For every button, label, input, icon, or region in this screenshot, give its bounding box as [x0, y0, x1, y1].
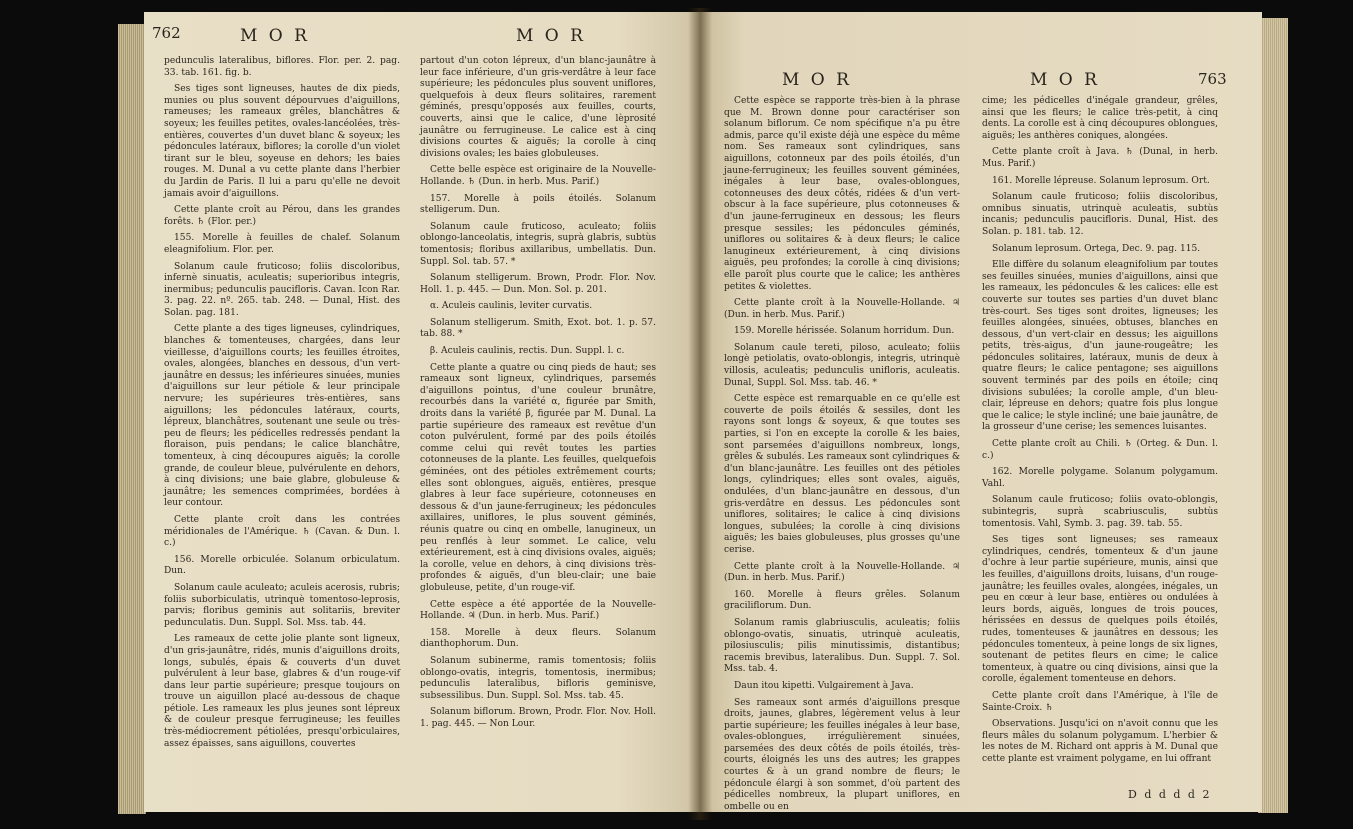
paragraph: Solanum caule fruticoso, aculeato; foliis oblongo-lanceolatis, integris, suprà glabris, subtùs tomentosis; floribus axillaribus, umbellatis. Dun. Suppl. Sol. tab. 57. *	[420, 221, 656, 267]
paragraph: Les rameaux de cette jolie plante sont ligneux, d'un gris-jaunâtre, ridés, munis d'aiguillons droits, longs, subulés, épais & couverts d'un duvet pulvérulent à leur base, glabres & d'un rouge-vif dans leur partie supérieure; presque toujours on trouve un aiguillon placé au-dessous de chaque pétiole. Les rameaux les plus jeunes sont lépreux & de couleur presque ferrugineuse; les feuilles très-médiocrement pétiolées, presqu'orbiculaires, assez épaisses, sans aiguillons, couvertes	[164, 634, 400, 749]
entry-heading: 157. Morelle à poils étoilés. Solanum stelligerum. Dun.	[420, 193, 656, 216]
paragraph: Solanum caule fruticoso; foliis discoloribus, infernè sinuatis, aculeatis; superioribus integris, inermibus; pedunculis paucifloris. Cavan. Icon Rar. 3. pag. 22. nº. 265. tab. 248. — Dunal, Hist. des Solan. pag. 181.	[164, 261, 400, 318]
paragraph: Cette plante croît à Java. ♄ (Dunal, in herb. Mus. Parif.)	[982, 147, 1218, 169]
paragraph: Solanum leprosum. Ortega, Dec. 9. pag. 115.	[992, 243, 1201, 254]
paragraph: Solanum caule fruticoso; foliis discoloribus, omnibus sinuatis, utrinquè aculeatis, subtùs incanis; pedunculis paucifloris. Dunal, Hist. des Solan. p. 181. tab. 12.	[982, 192, 1218, 237]
entry-heading: 159. Morelle hérissée. Solanum horridum. Dun.	[734, 326, 955, 337]
paragraph: partout d'un coton lépreux, d'un blanc-jaunâtre à leur face inférieure, d'un gris-verdâtre à leur face supérieure; les pédoncules plus souvent uniflores, quelquefois à deux fleurs solitaires, rarement géminés, presqu'opposés aux feuilles, courts, couverts, ainsi que le calice, d'une lèprosité jaunâtre ou ferrugineuse. Le calice est à cinq divisions courtes & aiguës; la corolle à cinq divisions ovales; les baies globuleuses.	[420, 56, 656, 159]
right-running-head-1: M O R	[782, 70, 852, 90]
paragraph: Solanum ramis glabriusculis, aculeatis; foliis oblongo-ovatis, sinuatis, utrinquè aculeatis, pilosiusculis; pilis minutissimis, distantibus; racemis brevibus, lateralibus. Dun. Suppl. 7. Sol. Mss. tab. 4.	[724, 617, 960, 675]
paragraph: Ses rameaux sont armés d'aiguillons presque droits, jaunes, glabres, légèrement velus à leur partie supérieure; les feuilles inégales à leur base, ovales-oblongues, irrégulièrement sinuées, parsemées des deux côtés de poils étoilés, très-courts, éloignés les uns des autres; les grappes courtes & à un grand nombre de fleurs; le pédoncule élargi à son sommet, d'où partent des pédicelles nombreux, la plupart uniflores, en ombelle ou en	[724, 697, 960, 812]
entry-heading: 162. Morelle polygame. Solanum polygamum. Vahl.	[982, 467, 1218, 489]
right-column-1	[724, 96, 960, 812]
entry-heading: 156. Morelle orbiculée. Solanum orbiculatum. Dun.	[164, 554, 400, 577]
paragraph: Cette plante a quatre ou cinq pieds de haut; ses rameaux sont ligneux, cylindriques, parsemés d'aiguillons pointus, d'une couleur brunâtre, recourbés dans la variété α, figurée par Smith, droits dans la variété β, figurée par M. Dunal. La partie supérieure des rameaux est revêtue d'un coton pulvérulent, formé par des poils étoilés comme celui qui revêt toutes les parties cotonneuses de la plante. Les feuilles, quelquefois géminées, ont des pétioles extrêmement courts; elles sont oblongues, aiguës, entières, presque glabres à leur face supérieure, cotonneuses en dessous & d'un jaune-ferrugineux; les pédoncules axillaires, uniflores, le plus souvent géminés, réunis quatre ou cinq en ombelle, lanugineux, un peu renflés à leur sommet. Le calice, velu extérieurement, est à cinq divisions ovales, aiguës; la corolle, velue en dehors, à cinq divisions très-profondes & aiguës, d'un bleu-clair; une baie globuleuse, petite, d'un rouge-vif.	[420, 362, 656, 593]
left-running-head-1: M O R	[240, 26, 310, 46]
left-column-1	[164, 56, 400, 755]
left-running-head-2: M O R	[516, 26, 586, 46]
paragraph: Cette espèce est remarquable en ce qu'elle est couverte de poils étoilés & sessiles, dont les rayons sont longs & soyeux, & que toutes ses parties, si l'on en excepte la corolle & les baies, sont parsemées d'aiguillons nombreux, longs, grêles & subulés. Les rameaux sont cylindriques & d'un blanc-jaunâtre. Les feuilles ont des pétioles longs, cylindriques; elles sont ovales, aiguës, ondulées, d'un blanc-jaunâtre en dessous, d'un gris-verdâtre en dessus. Les pédoncules sont uniflores, solitaires; le calice à cinq divisions longues, subulées; la corolle à cinq divisions aiguës; les baies globuleuses, plus grosses qu'une cerise.	[724, 394, 960, 555]
paragraph: cime; les pédicelles d'inégale grandeur, grêles, ainsi que les fleurs; le calice très-petit, à cinq dents. La corolle est à cinq découpures oblongues, aiguës; les anthères coniques, alongées.	[982, 96, 1218, 141]
paragraph: β. Aculeis caulinis, rectis. Dun. Suppl. l. c.	[430, 346, 625, 357]
book-gutter	[688, 8, 712, 820]
paragraph: Solanum stelligerum. Smith, Exot. bot. 1. p. 57. tab. 88. *	[420, 317, 656, 340]
paragraph: Cette plante a des tiges ligneuses, cylindriques, blanches & tomenteuses, chargées, dans leur vieillesse, d'aiguillons courts; les feuilles étroites, ovales, alongées, blanches en dessous, d'un vert-jaunâtre en dessus; les inférieures sinuées, munies d'aiguillons sur leur pétiole & leur principale nervure; les supérieures très-entières, sans aiguillons; les pédoncules latéraux, courts, lépreux, blanchâtres, soutenant une seule ou très-peu de fleurs; les pédicelles redressés pendant la floraison, puis pendans; le calice blanchâtre, tomenteux, à cinq découpures aiguës; la corolle grande, de couleur bleue, pulvérulente en dehors, à cinq divisions; une baie glabre, globuleuse & jaunâtre; les semences comprimées, bordées à leur contour.	[164, 324, 400, 509]
paragraph: Cette espèce a été apportée de la Nouvelle-Hollande. ♃ (Dun. in herb. Mus. Parif.)	[420, 599, 656, 622]
left-column-2	[420, 56, 656, 735]
right-page	[700, 12, 1262, 812]
paragraph: Cette plante croît dans les contrées méridionales de l'Amérique. ♄ (Cavan. & Dun. l. c.)	[164, 514, 400, 549]
entry-heading: 160. Morelle à fleurs grêles. Solanum graciliflorum. Dun.	[724, 589, 960, 612]
paragraph: pedunculis lateralibus, biflores. Flor. per. 2. pag. 33. tab. 161. fig. b.	[164, 56, 400, 78]
page-edges-left	[118, 24, 146, 814]
entry-heading: 161. Morelle lépreuse. Solanum leprosum. Ort.	[992, 175, 1210, 186]
left-page-number: 762	[152, 24, 181, 42]
entry-heading: 158. Morelle à deux fleurs. Solanum dianthophorum. Dun.	[420, 627, 656, 650]
page-edges-right	[1258, 18, 1288, 813]
paragraph: Cette plante croît dans l'Amérique, à l'île de Sainte-Croix. ♄	[982, 690, 1218, 713]
open-book	[118, 8, 1288, 820]
left-page	[144, 12, 700, 812]
entry-heading: 155. Morelle à feuilles de chalef. Solanum eleagnifolium. Flor. per.	[164, 233, 400, 255]
paragraph: Solanum stelligerum. Brown, Prodr. Flor. Nov. Holl. 1. p. 445. — Dun. Mon. Sol. p. 201.	[420, 273, 656, 295]
paragraph: Ses tiges sont ligneuses; ses rameaux cylindriques, cendrés, tomenteux & d'un jaune d'ochre à leur partie supérieure, munis, ainsi que les feuilles, d'aiguillons droits, luisans, d'un rouge-jaunâtre; les feuilles ovales, alongées, inégales, un peu en cœur à leur base, entières ou ondulées à leurs bords, aiguës, longues de trois pouces, hérissées en dessus de quelques poils étoilés, rudes, tomenteuses & jaunâtres en dessous; les pédoncules tomenteux, à peine longs de six lignes, soutenant de petites fleurs en cime; le calice tomenteux, à quatre ou cinq divisions, ainsi que la corolle, également tomenteuse en dehors.	[982, 535, 1218, 685]
paragraph: Solanum caule tereti, piloso, aculeato; foliis longè petiolatis, ovato-oblongis, integris, utrinquè villosis, aculeatis; pedunculis unifloris, aculeatis. Dunal, Suppl. Sol. Mss. tab. 46. *	[724, 342, 960, 388]
right-page-number: 763	[1198, 70, 1227, 88]
paragraph: Cette plante croît au Pérou, dans les grandes forêts. ♄ (Flor. per.)	[164, 205, 400, 227]
paragraph: Solanum subinerme, ramis tomentosis; foliis oblongo-ovatis, integris, tomentosis, inermibus; pedunculis lateralibus, bifloris geminisve, subsessilibus. Dun. Suppl. Sol. Mss. tab. 45.	[420, 655, 656, 701]
right-column-2	[982, 96, 1218, 770]
paragraph: Solanum biflorum. Brown, Prodr. Flor. Nov. Holl. 1. pag. 445. — Non Lour.	[420, 707, 656, 729]
paragraph: Daun itou kipetti. Vulgairement à Java.	[734, 680, 914, 691]
paragraph: Cette plante croît à la Nouvelle-Hollande. ♃ (Dun. in herb. Mus. Parif.)	[724, 298, 960, 320]
right-running-head-2: M O R	[1030, 70, 1100, 90]
paragraph: Cette espèce se rapporte très-bien à la phrase que M. Brown donne pour caractériser son solanum biflorum. Ce nom spécifique n'a pu être admis, parce qu'il existe déjà une espèce du même nom. Ses rameaux sont cylindriques, sans aiguillons, cotonneux par des poils étoilés, d'un jaune-ferrugineux; les feuilles souvent géminées, inégales à leur base, ovales-oblongues, cotonneuses des deux côtés, ridées & d'un vert-obscur à la face supérieure, plus cotonneuses & d'un jaune-ferrugineux en dessous; les fleurs presque sessiles; les pédoncules géminés, uniflores ou solitaires & à deux fleurs; le calice lanugineux extérieurement, à cinq divisions aiguës, peu profondes; la corolle à cinq divisions; elle paroît plus courte que le calice; les anthères petites & violettes.	[724, 96, 960, 292]
paragraph: Ses tiges sont ligneuses, hautes de dix pieds, munies ou plus souvent dépourvues d'aiguillons, rameuses; les rameaux grêles, blanchâtres & soyeux; les feuilles petites, ovales-lancéolées, très-entières, couvertes d'un duvet blanc & soyeux; les pédoncules latéraux, biflores; la corolle d'un violet tirant sur le bleu, soyeuse en dehors; les baies rouges. M. Dunal a vu cette plante dans l'herbier du Jardin de Paris. Il lui a paru qu'elle ne devoit jamais avoir d'aiguillons.	[164, 84, 400, 199]
signature-mark: D d d d d 2	[1128, 788, 1212, 801]
paragraph: Cette belle espèce est originaire de la Nouvelle-Hollande. ♄ (Dun. in herb. Mus. Parif.)	[420, 165, 656, 187]
paragraph: α. Aculeis caulinis, leviter curvatis.	[430, 301, 593, 312]
paragraph: Cette plante croît au Chili. ♄ (Orteg. & Dun. l. c.)	[982, 439, 1218, 461]
paragraph: Observations. Jusqu'ici on n'avoit connu que les fleurs mâles du solanum polygamum. L'herbier & les notes de M. Richard ont appris à M. Dunal que cette plante est vraiment polygame, en lui offrant	[982, 719, 1218, 764]
paragraph: Solanum caule fruticoso; foliis ovato-oblongis, subintegris, suprà scabriusculis, subtùs tomentosis. Vahl, Symb. 3. pag. 39. tab. 55.	[982, 495, 1218, 529]
paragraph: Elle diffère du solanum eleagnifolium par toutes ses feuilles sinuées, munies d'aiguillons, ainsi que les rameaux, les pédoncules & les calices: elle est couverte sur toutes ses parties d'un duvet blanc très-court. Ses tiges sont droites, ligneuses; les feuilles alongées, sinuées, obtuses, blanches en dessous, d'un vert-clair en dessus; les aiguillons petits, très-aigus, d'un jaune-rougeâtre; les pédoncules solitaires, latéraux, munis de deux à quatre fleurs; le calice pentagone; ses aiguillons souvent terminés par des poils en étoile; cinq divisions subulées; la corolle ample, d'un bleu-clair, lépreuse en dehors; quatre fois plus longue que le calice; le style incliné; une baie jaunâtre, de la grosseur d'une cerise; les semences luisantes.	[982, 260, 1218, 433]
paragraph: Cette plante croît à la Nouvelle-Hollande. ♃ (Dun. in herb. Mus. Parif.)	[724, 561, 960, 584]
paragraph: Solanum caule aculeato; aculeis acerosis, rubris; foliis suborbiculatis, utrinquè tomentoso-leprosis, parvis; floribus geminis aut solitariis, breviter pedunculatis. Dun. Suppl. Sol. Mss. tab. 44.	[164, 582, 400, 628]
